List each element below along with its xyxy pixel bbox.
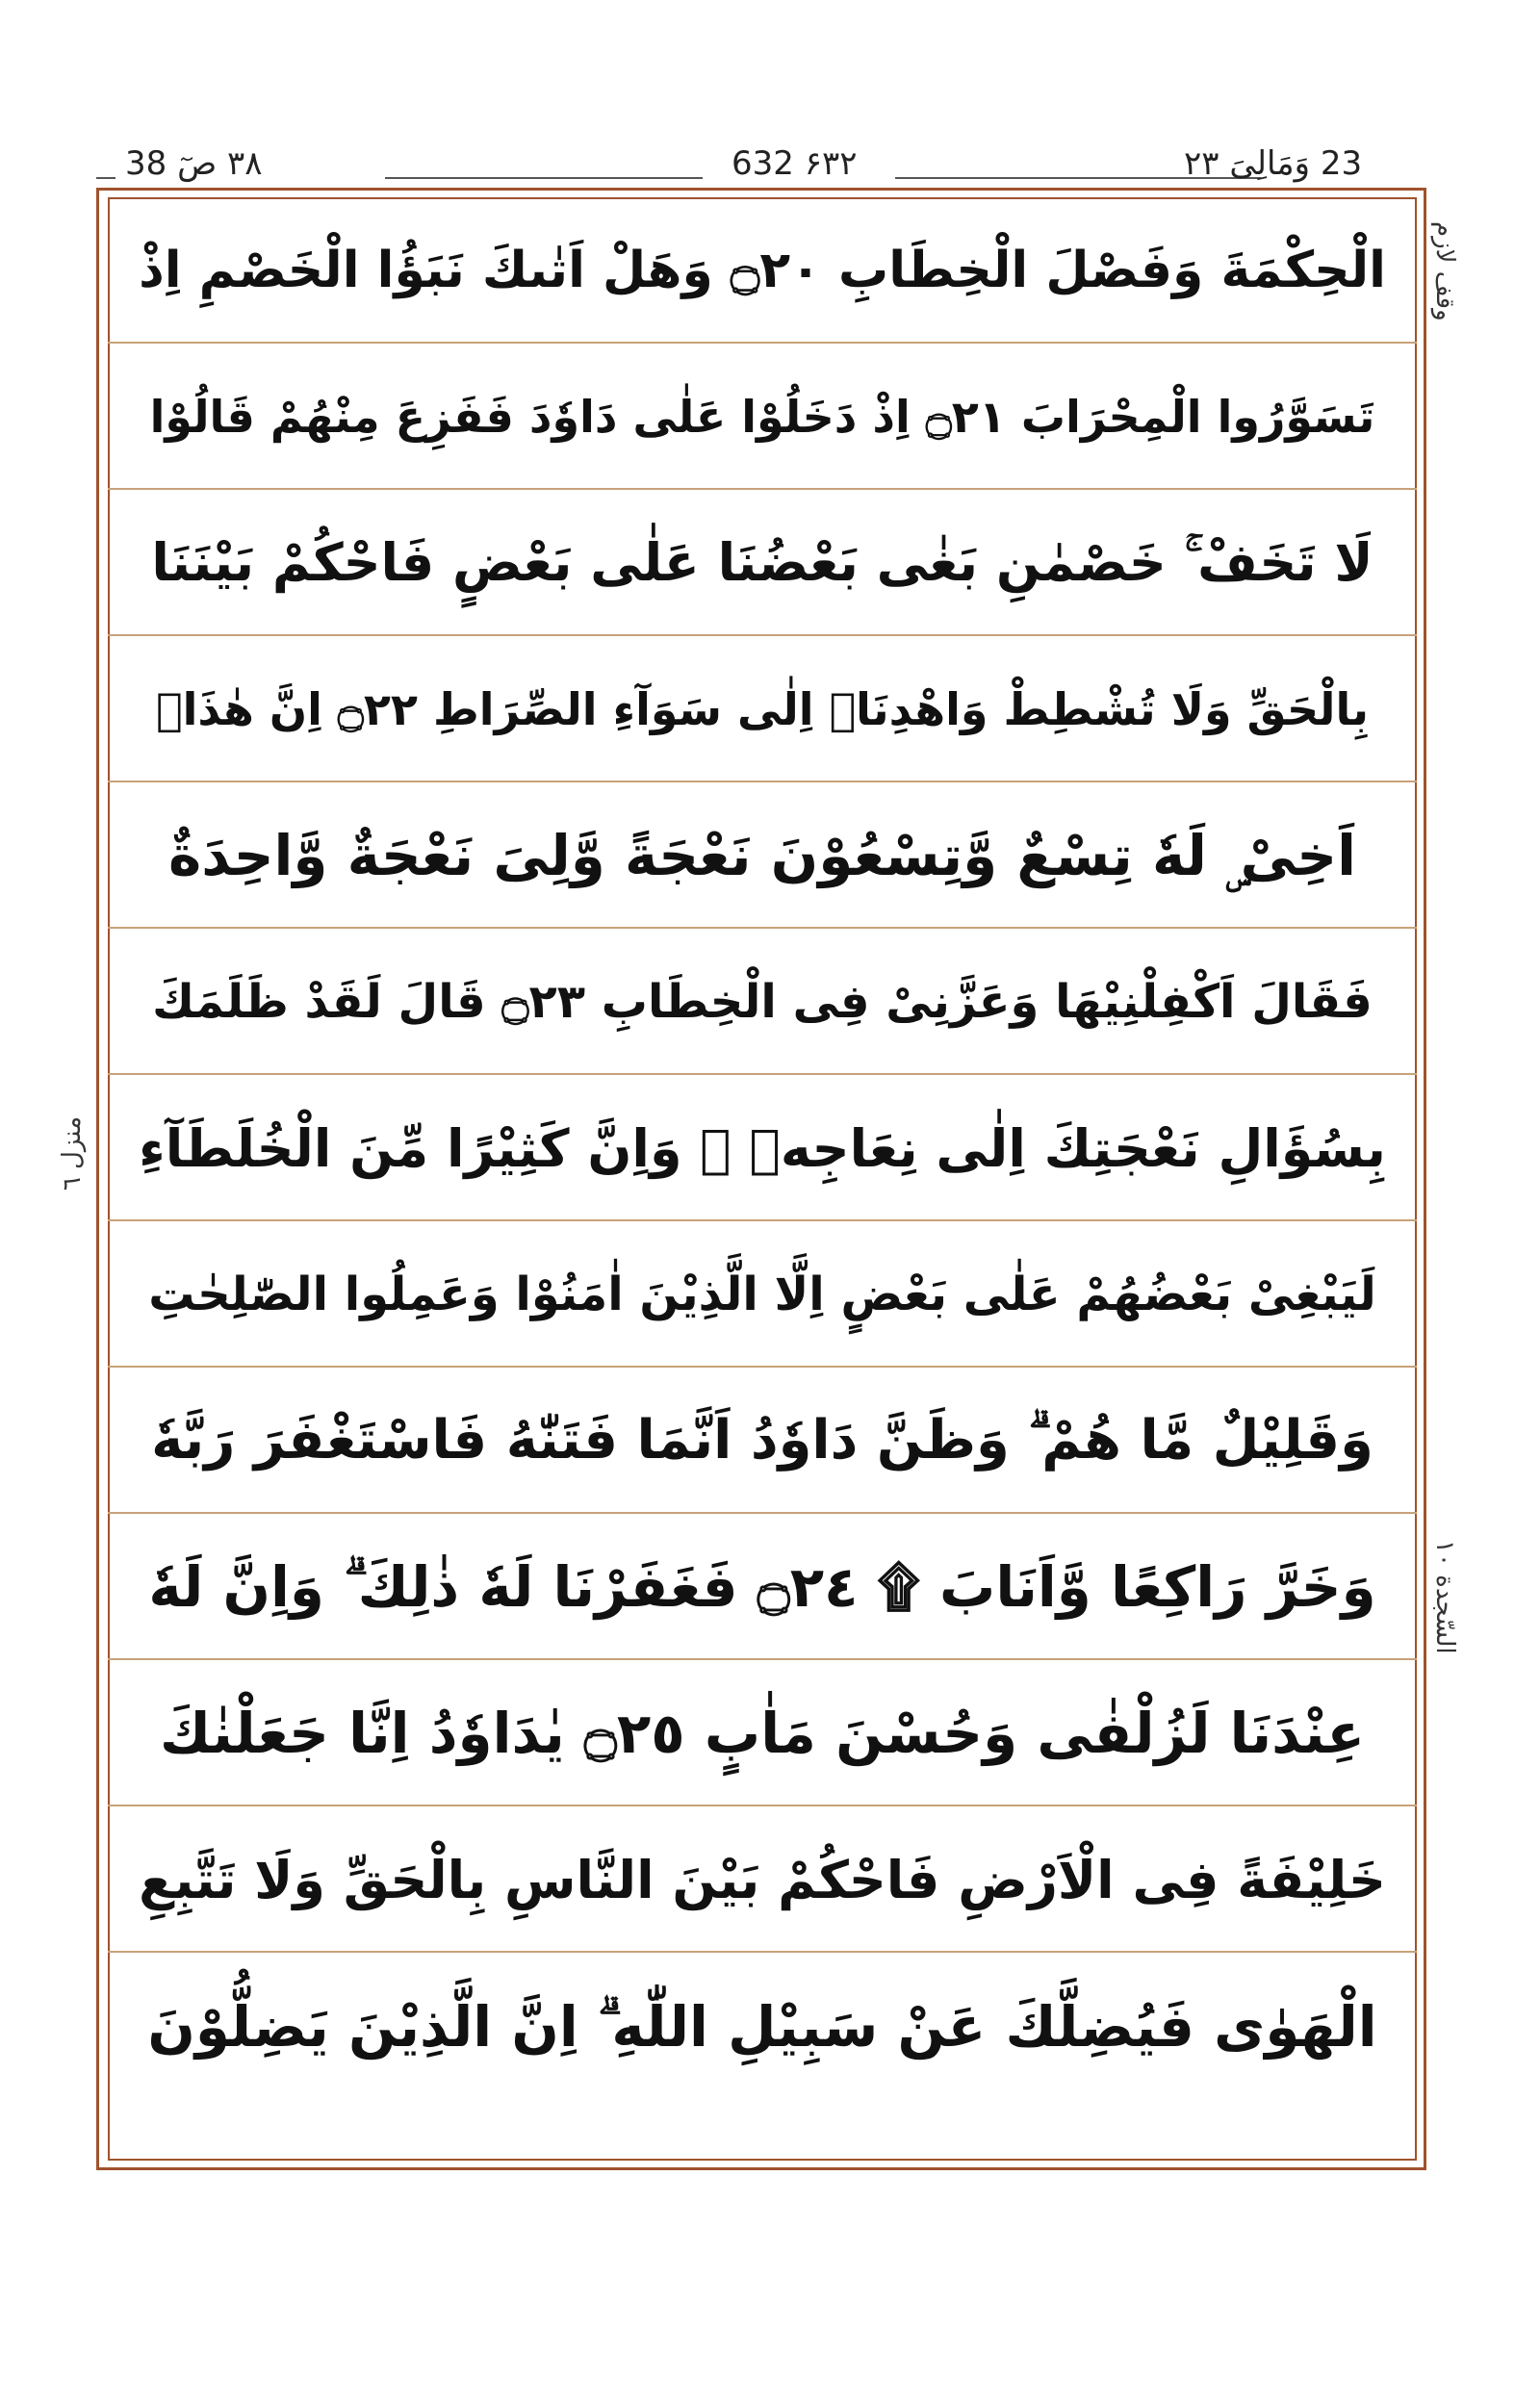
header-rule [96, 177, 116, 179]
line-text: عِنْدَنَا لَزُلْفٰى وَحُسْنَ مَاٰبٍ ۝٢٥ يٰدَاوٗدُ اِنَّا جَعَلْنٰكَ [160, 1701, 1365, 1766]
text-line-6 [108, 931, 1417, 1075]
text-line-10 [108, 1516, 1417, 1660]
surah-label: ۳۸ صٓ 38 [125, 144, 263, 183]
text-line-11 [108, 1662, 1417, 1806]
page-header [96, 144, 1424, 192]
line-text: خَلِيْفَةً فِی الْاَرْضِ فَاحْكُمْ بَيْنَ النَّاسِ بِالْحَقِّ وَلَا تَتَّبِعِ [139, 1849, 1386, 1910]
page-number: ۶۳۲ 632 [732, 144, 858, 183]
line-text: بِالْحَقِّ وَلَا تُشْطِطْ وَاهْدِنَاۤ اِلٰى سَوَآءِ الصِّرَاطِ ۝٢٢ اِنَّ هٰذَاۤ [156, 683, 1369, 735]
text-line-12 [108, 1808, 1417, 1953]
line-text: وَخَرَّ رَاكِعًا وَّاَنَابَ ۩ ۝٢٤ فَغَفَرْنَا لَهٗ ذٰلِكَ ۗ وَاِنَّ لَهٗ [148, 1553, 1376, 1620]
text-line-3 [108, 492, 1417, 636]
waqf-lazim-note: وقف لازم [1430, 221, 1459, 321]
line-text: تَسَوَّرُوا الْمِحْرَابَ ۝٢١ اِذْ دَخَلُوْا عَلٰى دَاوٗدَ فَفَزِعَ مِنْهُمْ قَالُوْا [149, 391, 1375, 443]
text-line-7 [108, 1077, 1417, 1221]
header-rule [385, 177, 703, 179]
line-text: الْحِكْمَةَ وَفَصْلَ الْخِطَابِ ۝٢٠ وَهَلْ اَتٰىكَ نَبَؤُا الْخَصْمِ اِذْ [139, 242, 1386, 299]
manzil-note: منزل ٦ [58, 1116, 87, 1191]
text-line-13 [108, 1955, 1417, 2099]
line-text: فَقَالَ اَكْفِلْنِيْهَا وَعَزَّنِیْ فِی الْخِطَابِ ۝٢٣ قَالَ لَقَدْ ظَلَمَكَ [152, 975, 1373, 1029]
para-label: 23 وَمَالِیَ ۲۳ [1184, 144, 1363, 183]
text-line-2 [108, 346, 1417, 490]
text-line-9 [108, 1370, 1417, 1514]
line-text: اَخِیْ ۣ لَهٗ تِسْعٌ وَّتِسْعُوْنَ نَعْجَةً وَّلِیَ نَعْجَةٌ وَّاحِدَةٌ [167, 822, 1356, 888]
line-text: لَا تَخَفْ ۚ خَصْمٰنِ بَغٰى بَعْضُنَا عَلٰى بَعْضٍ فَاحْكُمْ بَيْنَنَا [151, 532, 1373, 593]
quran-text-block [108, 199, 1417, 2159]
sajda-note: السّجدة ١٠ [1430, 1540, 1459, 1654]
line-text: وَقَلِيْلٌ مَّا هُمْ ۗ وَظَنَّ دَاوٗدُ اَنَّمَا فَتَنّٰهُ فَاسْتَغْفَرَ رَبَّهٗ [151, 1409, 1373, 1472]
line-text: الْهَوٰى فَيُضِلَّكَ عَنْ سَبِيْلِ اللّٰهِ ۗ اِنَّ الَّذِيْنَ يَضِلُّوْنَ [147, 1993, 1377, 2060]
text-line-4 [108, 638, 1417, 782]
line-text: بِسُؤَالِ نَعْجَتِكَ اِلٰى نِعَاجِهٖ ۗ وَاِنَّ كَثِيْرًا مِّنَ الْخُلَطَآءِ [139, 1117, 1386, 1179]
text-line-8 [108, 1223, 1417, 1368]
text-line-5 [108, 784, 1417, 929]
text-line-1 [108, 199, 1417, 344]
line-text: لَيَبْغِیْ بَعْضُهُمْ عَلٰى بَعْضٍ اِلَّا الَّذِيْنَ اٰمَنُوْا وَعَمِلُوا الصّٰلِحٰتِ [148, 1267, 1376, 1321]
